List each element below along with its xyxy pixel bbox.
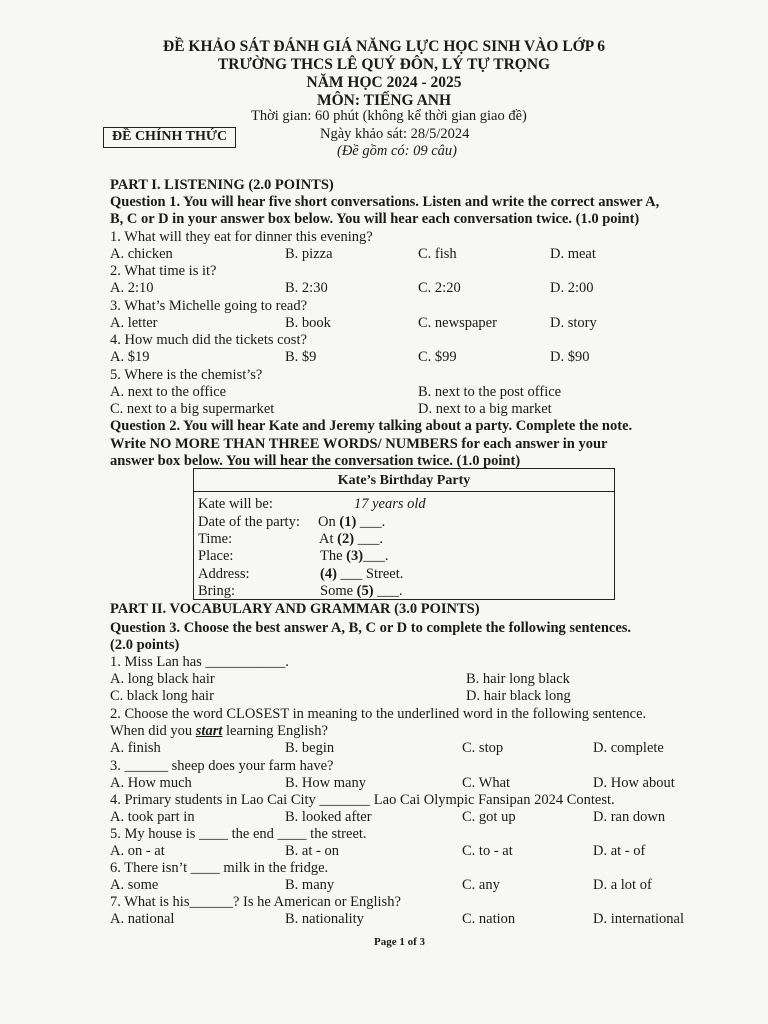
option-c: C. $99 xyxy=(418,349,457,365)
option-d: D. How about xyxy=(593,775,675,791)
option-d: D. story xyxy=(550,315,597,331)
grammar-question: 1. Miss Lan has ___________. xyxy=(110,654,289,670)
option-b: B. looked after xyxy=(285,809,372,825)
option-d: D. international xyxy=(593,911,685,927)
listening-question: 4. How much did the tickets cost? xyxy=(110,332,307,348)
grammar-question: 6. There isn’t ____ milk in the fridge. xyxy=(110,860,329,876)
option-d: D. 2:00 xyxy=(550,280,594,296)
option-b: B. hair long black xyxy=(466,671,570,687)
q2-instruction-line1: Question 2. You will hear Kate and Jeremy talking about a party. Complete the note. xyxy=(110,418,633,434)
q2-instruction-line3: answer box below. You will hear the conversation twice. (1.0 point) xyxy=(110,453,521,469)
part2-title: PART II. VOCABULARY AND GRAMMAR (3.0 POINTS) xyxy=(110,601,480,617)
gap-prefix: The xyxy=(320,548,347,564)
q1-instruction-line2: B, C or D in your answer box below. You will hear each conversation twice. (1.0 point) xyxy=(110,211,640,227)
option-c: C. to - at xyxy=(462,843,513,859)
grammar-question: 5. My house is ____ the end ____ the street. xyxy=(110,826,367,842)
page-number: Page 1 of 3 xyxy=(374,936,426,948)
option-c: C. newspaper xyxy=(418,315,497,331)
option-d: D. meat xyxy=(550,246,596,262)
note-gap xyxy=(319,531,383,548)
note-label: Kate will be: xyxy=(198,496,273,512)
option-d: D. $90 xyxy=(550,349,590,365)
option-c: C. black long hair xyxy=(110,688,214,704)
option-a: A. some xyxy=(110,877,159,893)
q2-instruction-line2: Write NO MORE THAN THREE WORDS/ NUMBERS for each answer in your xyxy=(110,436,608,452)
underlined-word: start xyxy=(195,723,223,739)
note-gap xyxy=(320,548,388,565)
option-c: C. What xyxy=(462,775,511,791)
gap-number: (1) xyxy=(339,514,357,530)
note-gap xyxy=(320,583,403,600)
gap-prefix: Some xyxy=(320,583,357,599)
option-d: D. at - of xyxy=(593,843,646,859)
subject: MÔN: TIẾNG ANH xyxy=(316,92,452,109)
option-c: C. stop xyxy=(462,740,504,756)
sentence-end: learning English? xyxy=(222,723,328,739)
official-label: ĐỀ CHÍNH THỨC xyxy=(103,127,236,148)
option-a: A. national xyxy=(110,911,175,927)
option-d: D. ran down xyxy=(593,809,666,825)
option-a: A. $19 xyxy=(110,349,150,365)
option-b: B. at - on xyxy=(285,843,339,859)
option-a: A. on - at xyxy=(110,843,165,859)
note-value: 17 years old xyxy=(354,496,426,512)
gap-number: (5) xyxy=(356,583,374,599)
q1-instruction-line1: Question 1. You will hear five short conversations. Listen and write the correct answer A, xyxy=(110,194,660,210)
option-d: D. a lot of xyxy=(593,877,652,893)
gap-number: (3) xyxy=(346,548,364,564)
school-year: NĂM HỌC 2024 - 2025 xyxy=(306,74,462,91)
option-b: B. pizza xyxy=(285,246,333,262)
gap-number: (4) xyxy=(320,566,337,582)
table-title: Kate’s Birthday Party xyxy=(194,469,614,492)
option-c: C. fish xyxy=(418,246,457,262)
option-a: A. next to the office xyxy=(110,384,227,400)
note-label: Place: xyxy=(198,548,234,564)
option-a: A. How much xyxy=(110,775,192,791)
grammar-question: 7. What is his______? Is he American or English? xyxy=(110,894,401,910)
option-a: A. finish xyxy=(110,740,161,756)
option-b: B. book xyxy=(285,315,331,331)
page-count-note: (Đề gồm có: 09 câu) xyxy=(337,143,457,159)
option-d: D. hair black long xyxy=(466,688,571,704)
grammar-question: 2. Choose the word CLOSEST in meaning to the underlined word in the following sentence. xyxy=(110,706,647,722)
grammar-question: 4. Primary students in Lao Cai City _______ Lao Cai Olympic Fansipan 2024 Contest. xyxy=(110,792,615,808)
option-c: C. nation xyxy=(462,911,516,927)
option-b: B. nationality xyxy=(285,911,364,927)
gap-blank: ___. xyxy=(354,531,384,547)
gap-blank: ___ Street. xyxy=(336,566,404,582)
option-b: B. many xyxy=(285,877,335,893)
q3-instruction-line2: (2.0 points) xyxy=(110,637,180,653)
q3-instruction-line1: Question 3. Choose the best answer A, B, C or D to complete the following sentences. xyxy=(110,620,632,636)
listening-question: 2. What time is it? xyxy=(110,263,217,279)
gap-prefix: At xyxy=(319,531,338,547)
listening-question: 3. What’s Michelle going to read? xyxy=(110,298,308,314)
listening-question: 1. What will they eat for dinner this evening? xyxy=(110,229,373,245)
exam-time: Thời gian: 60 phút (không kể thời gian giao đề) xyxy=(251,108,527,124)
note-label: Bring: xyxy=(198,583,236,599)
gap-blank: ___. xyxy=(356,514,386,530)
option-b: B. next to the post office xyxy=(418,384,562,400)
option-c: C. 2:20 xyxy=(418,280,461,296)
option-a: A. long black hair xyxy=(110,671,215,687)
option-a: A. took part in xyxy=(110,809,195,825)
gap-blank: ___. xyxy=(363,548,389,564)
option-a: A. letter xyxy=(110,315,158,331)
question-sentence xyxy=(110,723,328,740)
part1-title: PART I. LISTENING (2.0 POINTS) xyxy=(110,177,334,193)
grammar-question: 3. ______ sheep does your farm have? xyxy=(110,758,334,774)
option-a: A. 2:10 xyxy=(110,280,154,296)
exam-date: Ngày khảo sát: 28/5/2024 xyxy=(320,126,470,142)
note-label: Address: xyxy=(198,566,250,582)
exam-title-line1: ĐỀ KHẢO SÁT ĐÁNH GIÁ NĂNG LỰC HỌC SINH VÀO LỚP 6 xyxy=(163,38,605,55)
option-c: C. got up xyxy=(462,809,516,825)
option-d: D. next to a big market xyxy=(418,401,552,417)
option-b: B. 2:30 xyxy=(285,280,328,296)
school-name: TRƯỜNG THCS LÊ QUÝ ĐÔN, LÝ TỰ TRỌNG xyxy=(217,56,551,73)
birthday-note-table xyxy=(193,468,615,600)
note-label: Time: xyxy=(198,531,233,547)
option-b: B. begin xyxy=(285,740,335,756)
note-label: Date of the party: xyxy=(198,514,300,530)
sentence-start: When did you xyxy=(110,723,196,739)
gap-number: (2) xyxy=(337,531,355,547)
option-c: C. next to a big supermarket xyxy=(110,401,275,417)
option-b: B. $9 xyxy=(285,349,317,365)
gap-blank: ___. xyxy=(373,583,403,599)
gap-prefix: On xyxy=(318,514,340,530)
option-a: A. chicken xyxy=(110,246,173,262)
listening-question: 5. Where is the chemist’s? xyxy=(110,367,263,383)
option-b: B. How many xyxy=(285,775,366,791)
option-d: D. complete xyxy=(593,740,664,756)
note-gap xyxy=(318,514,385,531)
note-gap xyxy=(320,566,403,583)
option-c: C. any xyxy=(462,877,500,893)
